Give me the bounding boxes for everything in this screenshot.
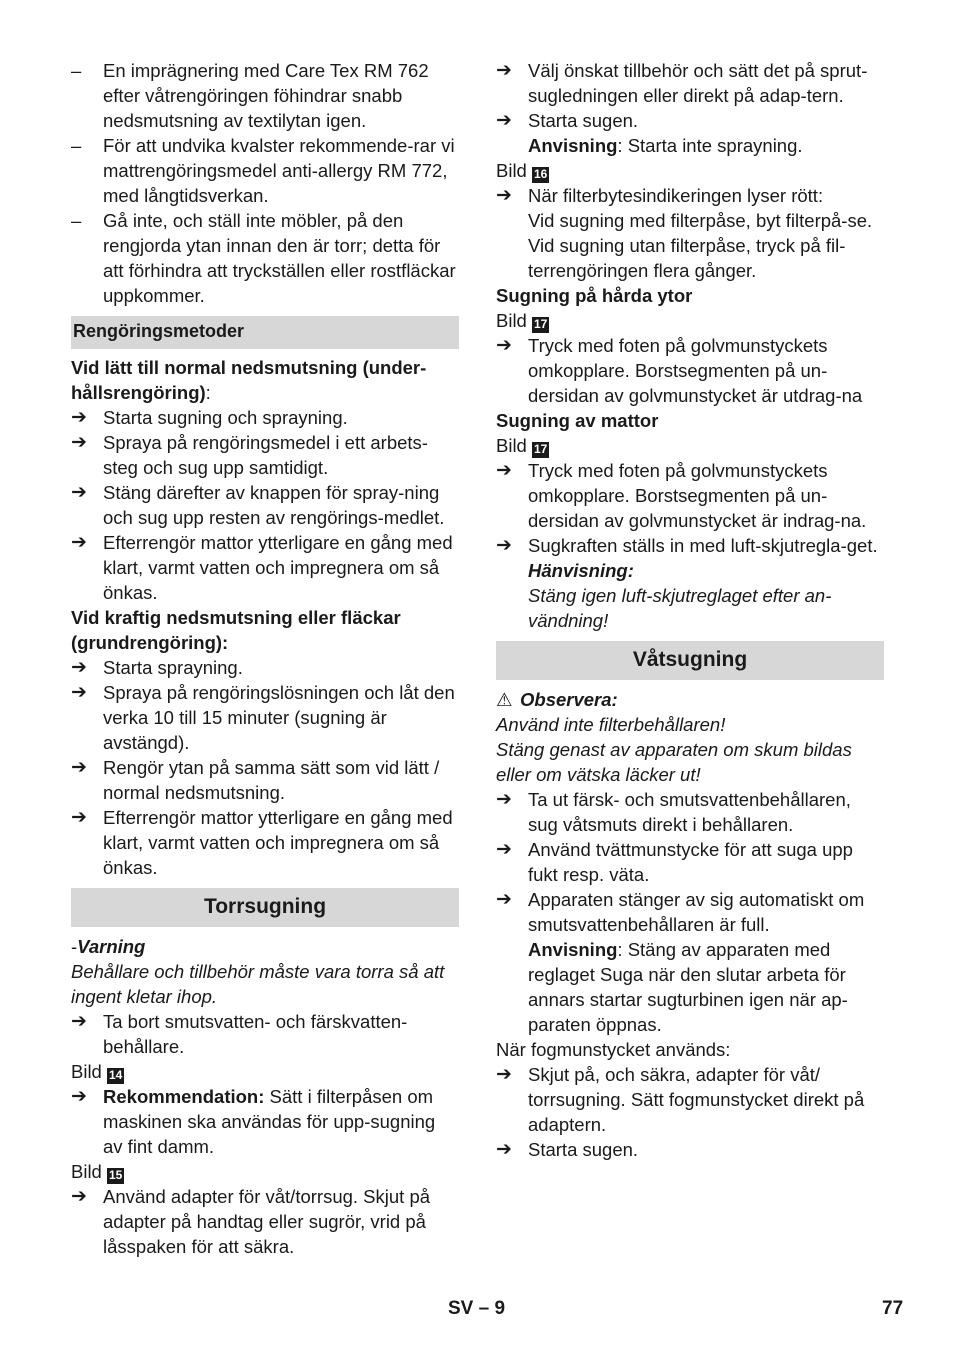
list-item: ➔ Ta ut färsk- och smutsvattenbehållaren, sug våtsmuts direkt i behållaren. (496, 789, 851, 835)
caution-label: ⚠ Observera: (496, 689, 618, 710)
figure-reference: Bild 17 (496, 435, 548, 456)
arrow-icon: ➔ (496, 60, 512, 81)
section-heading-cleaning-methods: Rengöringsmetoder (71, 316, 459, 349)
arrow-icon: ➔ (71, 757, 87, 778)
left-column (71, 58, 459, 1259)
list-item: ➔ Tryck med foten på golvmunstyckets omkopplare. Borstsegmenten på un-dersidan av golvmunstycket är indrag-na. (496, 460, 867, 531)
list-item: ➔ Starta sugen. (496, 110, 639, 131)
arrow-icon: ➔ (71, 807, 87, 828)
list-item: ➔ Ta bort smutsvatten- och färskvatten-behållare. (71, 1011, 408, 1057)
arrow-icon: ➔ (496, 535, 512, 556)
list-item: ➔ Starta sugen. (496, 1139, 639, 1160)
note: Anvisning: Stäng av apparaten med reglaget Suga när den slutar arbeta för annars startar sugturbinen igen när ap-paraten öppnas. (528, 939, 848, 1035)
figure-number-badge: 14 (109, 1068, 123, 1082)
subheading-hard-floors: Sugning på hårda ytor (496, 285, 693, 306)
arrow-icon: ➔ (496, 335, 512, 356)
caution-text: Stäng genast av apparaten om skum bildas eller om vätska läcker ut! (496, 739, 852, 785)
warning-text: Behållare och tillbehör måste vara torra så att ingent kletar ihop. (71, 961, 445, 1007)
list-item: ➔ Efterrengör mattor ytterligare en gång med klart, varmt vatten och impregnera om så önkas. (71, 532, 453, 603)
subheading-light-soiling: Vid lätt till normal nedsmutsning (under-hållsrengöring): (71, 357, 427, 403)
arrow-icon: ➔ (496, 185, 512, 206)
arrow-icon: ➔ (496, 460, 512, 481)
caution-text: Använd inte filterbehållaren! (496, 714, 726, 735)
list-item: ➔ Skjut på, och säkra, adapter för våt/ torrsugning. Sätt fogmunstycket direkt på adaptern. (496, 1064, 865, 1135)
list-item: ➔ Använd adapter för våt/torrsug. Skjut på adapter på handtag eller sugrör, vrid på låsspaken för att säkra. (71, 1186, 431, 1257)
arrow-icon: ➔ (71, 1086, 87, 1107)
figure-reference: Bild 17 (496, 310, 548, 331)
figure-number-badge: 17 (534, 442, 548, 456)
arrow-icon: ➔ (496, 110, 512, 131)
figure-reference: Bild 14 (71, 1061, 123, 1082)
arrow-icon: ➔ (71, 432, 87, 453)
footer-section-label: SV – 9 (448, 1298, 506, 1319)
list-item: ➔ Sugkraften ställs in med luft-skjutregla-get. (496, 535, 878, 556)
warning-triangle-icon: ⚠ (496, 689, 513, 710)
list-item: – För att undvika kvalster rekommende-rar vi mattrengöringsmedel anti-allergy RM 772, med långtidsverkan. (71, 135, 455, 206)
figure-number-badge: 16 (534, 167, 548, 181)
arrow-icon: ➔ (496, 1139, 512, 1160)
arrow-icon: ➔ (496, 889, 512, 910)
list-item: ➔ Starta sprayning. (71, 657, 243, 678)
figure-number-badge: 15 (109, 1168, 123, 1182)
crevice-nozzle-intro: När fogmunstycket används: (496, 1039, 731, 1060)
figure-reference: Bild 16 (496, 160, 548, 181)
note: Anvisning: Starta inte sprayning. (528, 135, 803, 156)
section-heading-dry-vacuuming: Torrsugning (71, 888, 459, 927)
list-item: ➔ Rengör ytan på samma sätt som vid lätt / normal nedsmutsning. (71, 757, 440, 803)
list-item-continuation: Vid sugning utan filterpåse, tryck på fil-terrengöringen flera gånger. (528, 235, 846, 281)
subheading-heavy-soiling: Vid kraftig nedsmutsning eller fläckar (grundrengöring): (71, 607, 401, 653)
hint-text: Stäng igen luft-skjutreglaget efter an-vändning! (528, 585, 832, 631)
arrow-icon: ➔ (496, 789, 512, 810)
list-item-continuation: Vid sugning med filterpåse, byt filterpå-se. (528, 210, 873, 231)
figure-number-badge: 17 (534, 317, 548, 331)
list-item: ➔ Efterrengör mattor ytterligare en gång med klart, varmt vatten och impregnera om så önkas. (71, 807, 453, 878)
list-item: ➔ När filterbytesindikeringen lyser rött: (496, 185, 824, 206)
hint-label: Hänvisning: (528, 560, 634, 581)
arrow-icon: ➔ (71, 407, 87, 428)
list-item: ➔ Apparaten stänger av sig automatiskt om smutsvattenbehållaren är full. (496, 889, 865, 935)
list-item: – Gå inte, och ställ inte möbler, på den rengjorda ytan innan den är torr; detta för att förhindra att tryckställen eller rostfläckar uppkommer. (71, 210, 456, 306)
dash-bullet: – (71, 60, 82, 81)
arrow-icon: ➔ (71, 657, 87, 678)
arrow-icon: ➔ (71, 682, 87, 703)
list-item: ➔ Spraya på rengöringslösningen och låt den verka 10 till 15 minuter (sugning är avstängd). (71, 682, 455, 753)
arrow-icon: ➔ (71, 532, 87, 553)
list-item: ➔ Tryck med foten på golvmunstyckets omkopplare. Borstsegmenten på un-dersidan av golvmunstycket är utdrag-na (496, 335, 863, 406)
subheading-carpets: Sugning av mattor (496, 410, 659, 431)
arrow-icon: ➔ (496, 839, 512, 860)
right-column (496, 58, 884, 1162)
list-item: ➔ Stäng därefter av knappen för spray-ning och sug upp resten av rengörings-medlet. (71, 482, 445, 528)
arrow-icon: ➔ (496, 1064, 512, 1085)
list-item: ➔ Starta sugning och sprayning. (71, 407, 348, 428)
arrow-icon: ➔ (71, 1186, 87, 1207)
section-heading-wet-vacuuming: Våtsugning (496, 641, 884, 680)
list-item: ➔ Välj önskat tillbehör och sätt det på sprut-sugledningen eller direkt på adap-tern. (496, 60, 868, 106)
list-item: ➔ Spraya på rengöringsmedel i ett arbets-steg och sug upp samtidigt. (71, 432, 428, 478)
warning-label: -Varning (71, 936, 146, 957)
list-item: – En imprägnering med Care Tex RM 762 efter våtrengöringen föhindrar snabb nedsmutsning av textilytan igen. (71, 60, 429, 131)
list-item: ➔ Rekommendation: Sätt i filterpåsen om maskinen ska användas för upp-sugning av fint damm. (71, 1086, 436, 1157)
figure-reference: Bild 15 (71, 1161, 123, 1182)
dash-bullet: – (71, 210, 82, 231)
list-item: ➔ Använd tvättmunstycke för att suga upp fukt resp. väta. (496, 839, 853, 885)
arrow-icon: ➔ (71, 482, 87, 503)
page-number: 77 (882, 1298, 904, 1319)
arrow-icon: ➔ (71, 1011, 87, 1032)
dash-bullet: – (71, 135, 82, 156)
